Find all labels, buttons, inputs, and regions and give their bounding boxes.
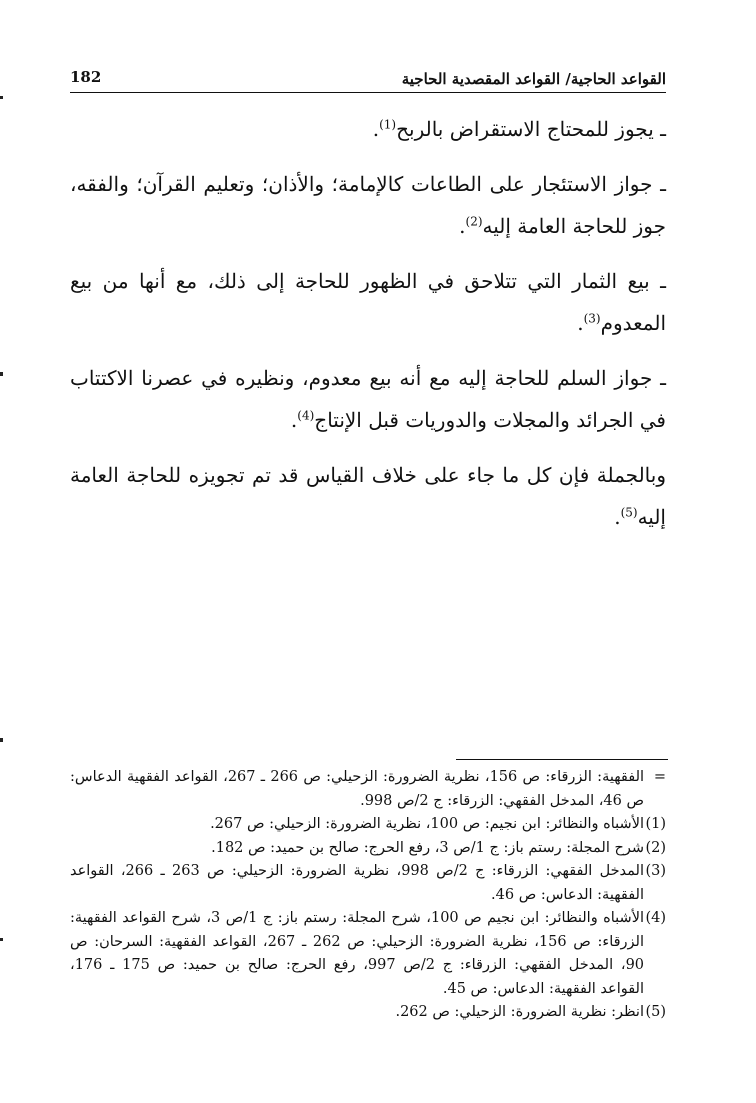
- footnote-text: شرح المجلة: رستم باز: ج 1/ص 3، رفع الحرج: صالح بن حميد: ص 182.: [211, 839, 644, 856]
- running-head: القواعد الحاجية/ القواعد المقصدية الحاجية: [401, 70, 666, 88]
- continuation-mark: =: [653, 769, 666, 785]
- footnote-ref: (1): [379, 117, 397, 132]
- footnote-separator: [456, 759, 668, 760]
- paragraph: ـ بيع الثمار التي تتلاحق في الظهور للحاجة إلى ذلك، مع أنها من بيع المعدوم$^{(3)}$.: [70, 269, 666, 335]
- paragraph: ـ يجوز للمحتاج الاستقراض بالربح$^{(1)}$.: [372, 117, 666, 141]
- footnote-4: [70, 907, 666, 1001]
- footnote-ref: (3): [583, 311, 601, 326]
- footnote-number: (5): [645, 1004, 666, 1020]
- footnotes: [70, 766, 666, 1025]
- footnote-continued: [70, 766, 666, 813]
- footnote-number: (2): [645, 839, 666, 856]
- footnote-3: [70, 860, 666, 907]
- paragraph: ـ جواز الاستئجار على الطاعات كالإمامة؛ والأذان؛ وتعليم القرآن؛ والفقه، جوز للحاجة العامة إليه$^{(2)}$.: [70, 172, 666, 238]
- footnote-5: [70, 1001, 666, 1025]
- footnote-text: انظر: نظرية الضرورة: الزحيلي: ص 262.: [395, 1004, 644, 1020]
- footnote-number: (3): [645, 863, 666, 879]
- footnote-ref: (5): [620, 505, 638, 520]
- footnote-ref: (4): [297, 408, 315, 423]
- footnote-1: [70, 813, 666, 837]
- page-number: 182: [70, 68, 102, 86]
- scan-edge-mark: [0, 372, 3, 376]
- header-rule: [70, 92, 666, 93]
- footnote-ref: (2): [465, 214, 483, 229]
- footnote-number: (1): [645, 816, 666, 832]
- footnote-2: [70, 837, 666, 861]
- main-text: [70, 108, 666, 551]
- footnote-text: المدخل الفقهي: الزرقاء: ج 2/ص 998، نظرية الضرورة: الزحيلي: ص 263 ـ 266، القواعد الفقهية: الدعاس: ص 46.: [70, 863, 644, 903]
- paragraph: ـ جواز السلم للحاجة إليه مع أنه بيع معدوم، ونظيره في عصرنا الاكتتاب في الجرائد والمجلات والدوريات قبل الإنتاج$^{(4)}$.: [70, 366, 666, 432]
- page-header: [70, 62, 666, 92]
- footnote-number: (4): [645, 910, 666, 926]
- footnote-text: الأشباه والنظائر: ابن نجيم ص 100، شرح المجلة: رستم باز: ج 1/ص 3، شرح القواعد الفقهية: الزرقاء: ص 156، نظرية الضرورة: الزحيلي: ص 262 ـ 267، القواعد الفقهية: السرحان: ص 90، المدخل الفقهي: الزرقاء: ج 2/ص 997، رفع الحرج: صالح بن حميد: ص 175 ـ 176، القواعد الفقهية: الدعاس: ص 45.: [70, 910, 645, 997]
- footnote-text: الأشباه والنظائر: ابن نجيم: ص 100، نظرية الضرورة: الزحيلي: ص 267.: [210, 816, 644, 832]
- scan-edge-mark: [0, 96, 3, 99]
- paragraph: وبالجملة فإن كل ما جاء على خلاف القياس قد تم تجويزه للحاجة العامة إليه$^{(5)}$.: [70, 463, 666, 529]
- footnote-text: الفقهية: الزرقاء: ص 156، نظرية الضرورة: الزحيلي: ص 266 ـ 267، القواعد الفقهية الدعاس: ص 46، المدخل الفقهي: الزرقاء: ج 2/ص 998.: [70, 769, 645, 809]
- scan-edge-mark: [0, 738, 3, 742]
- scan-edge-mark: [0, 938, 3, 941]
